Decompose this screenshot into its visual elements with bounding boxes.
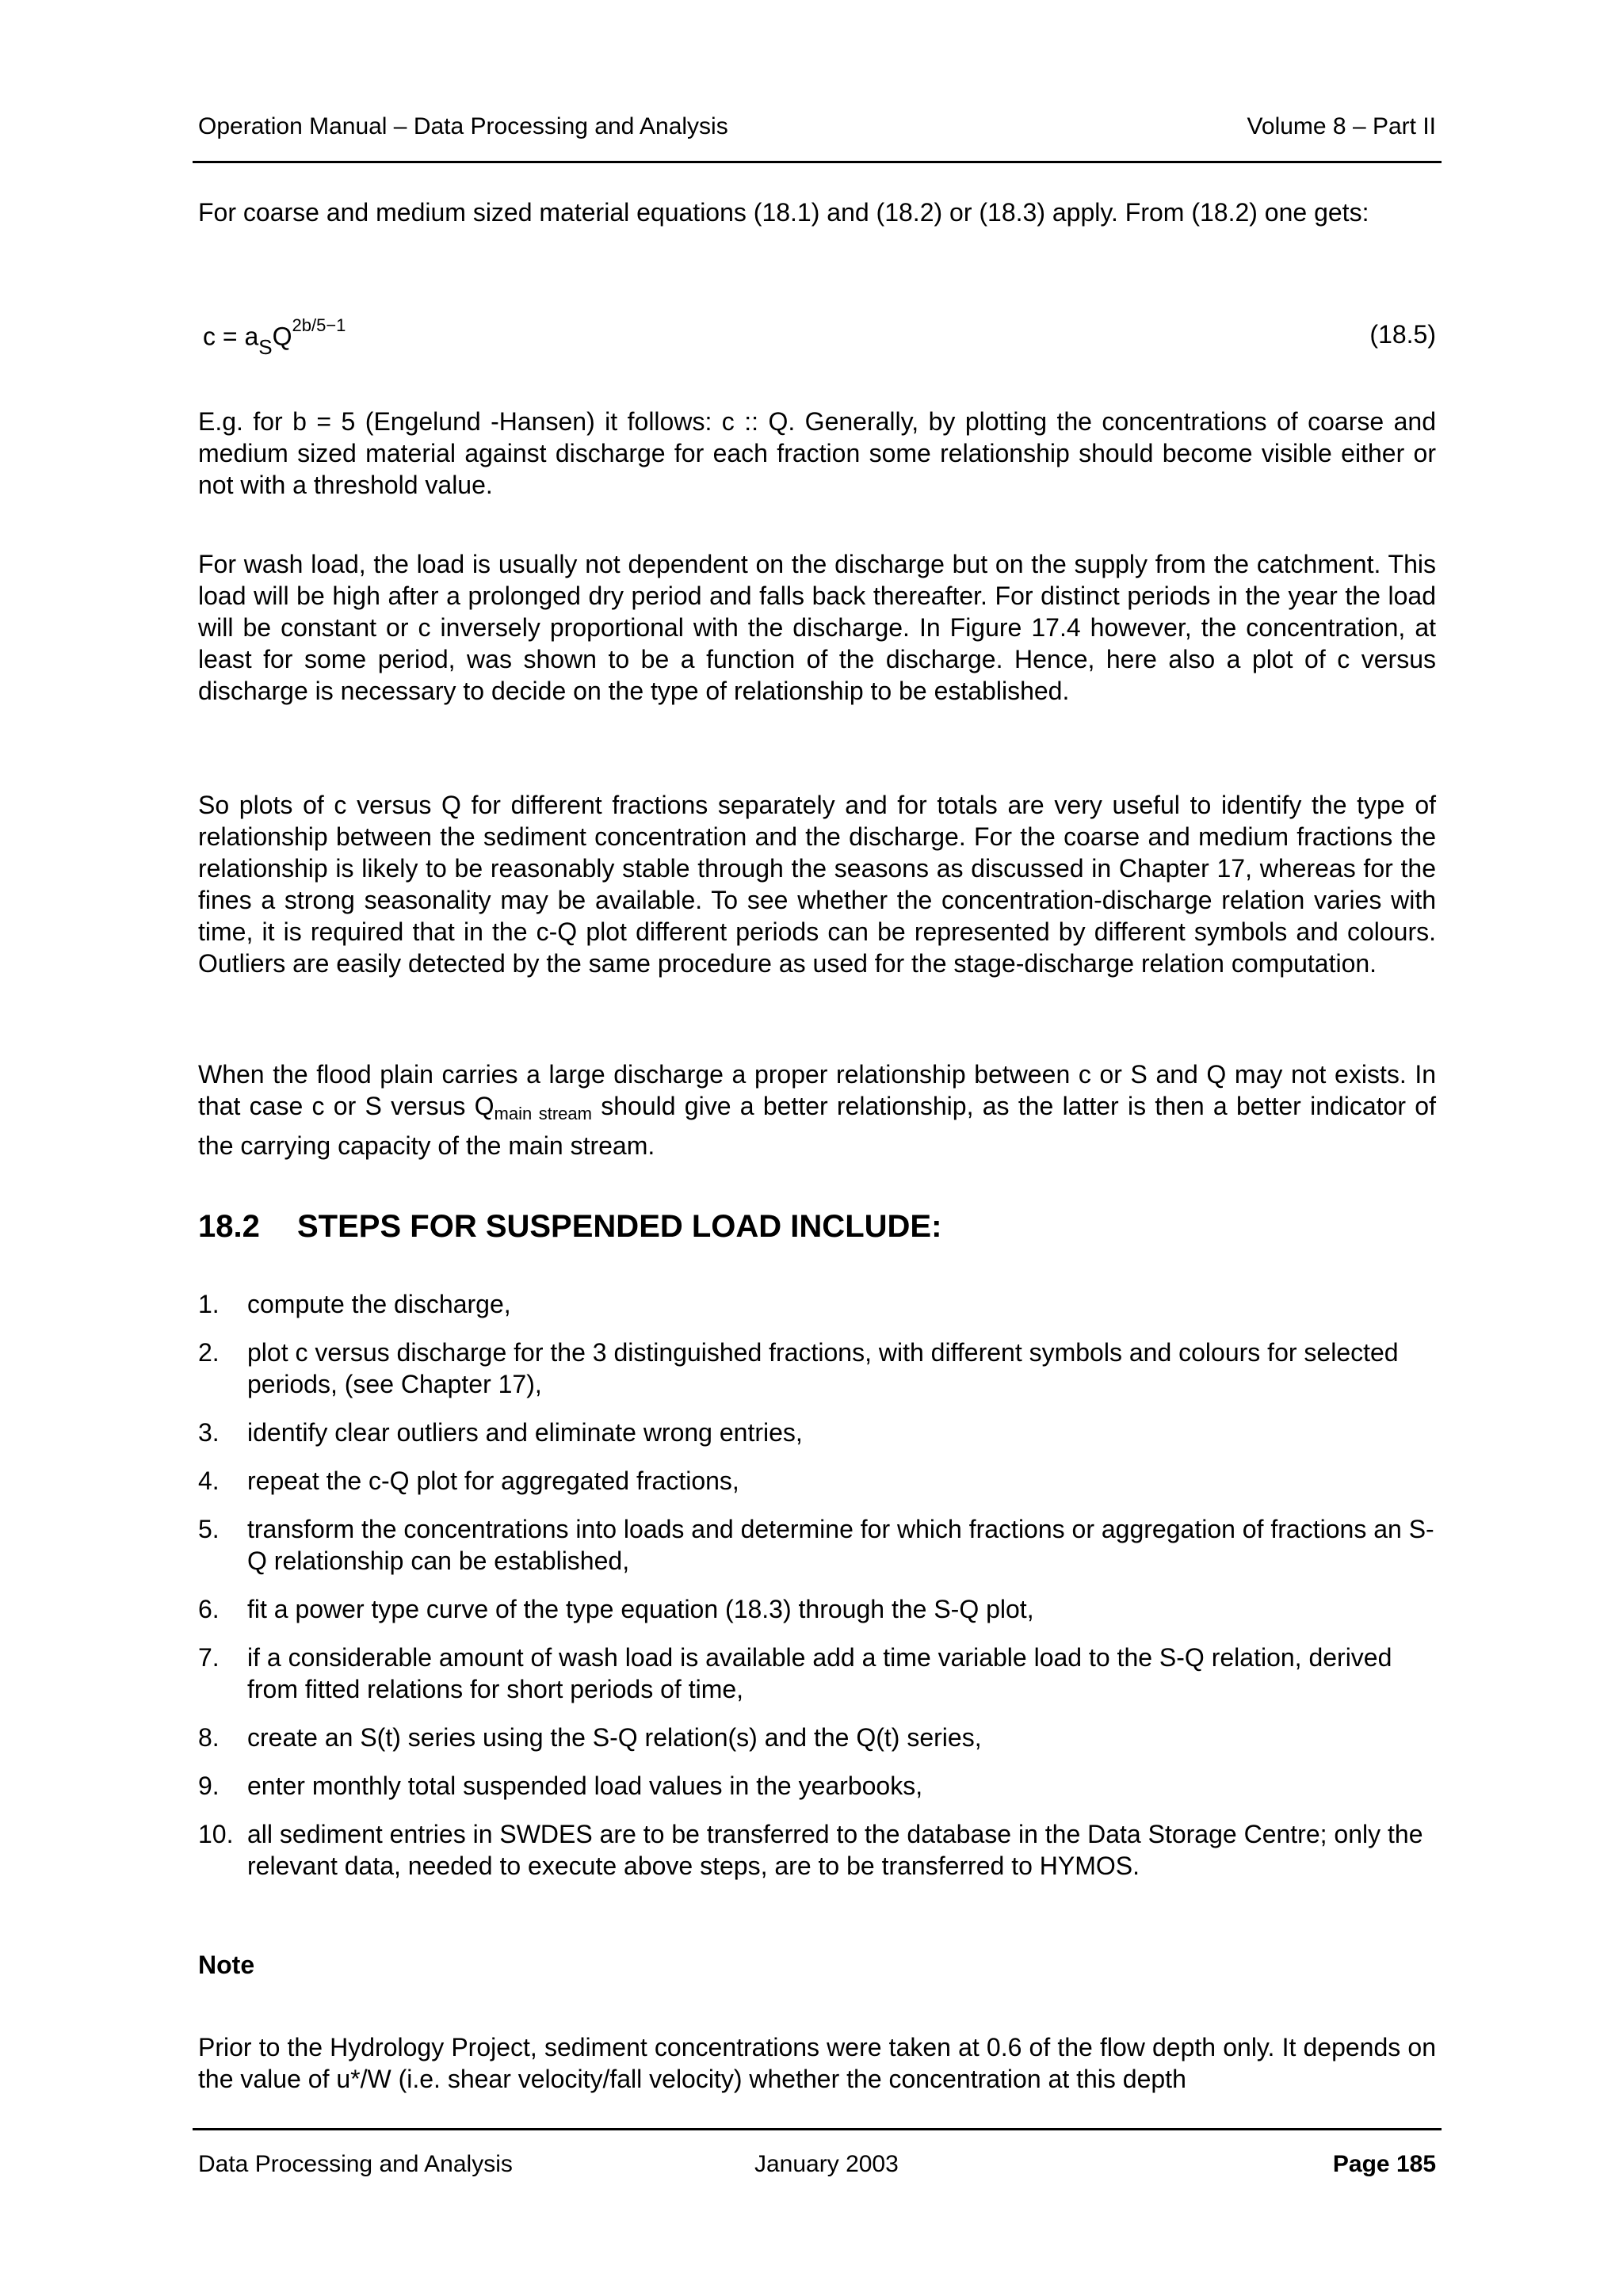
paragraph-engelund-hansen: E.g. for b = 5 (Engelund -Hansen) it follows: c :: Q. Generally, by plotting the concentrations of coarse and medium sized material against discharge for each fraction some relationship should become visible either or not with a threshold value.: [198, 407, 1436, 499]
list-item: 10. all sediment entries in SWDES are to be transferred to the database in the Data Storage Centre; only the relevant data, needed to execute above steps, are to be transferred to HYMOS.: [198, 1820, 1423, 1880]
equation-expression: $c = a_SQ^{2b/5-1}$: [203, 315, 346, 360]
header-title: Operation Manual – Data Processing and Analysis: [198, 113, 728, 139]
footer-rule: [193, 2128, 1442, 2130]
list-item: 5. transform the concentrations into loads and determine for which fractions or aggregation of fractions an S-Q relationship can be established,: [198, 1515, 1434, 1575]
section-number: 18.2: [198, 1209, 260, 1244]
equation-18-5: [203, 311, 1436, 358]
list-item: 2. plot c versus discharge for the 3 distinguished fractions, with different symbols and colours for selected periods, (see Chapter 17),: [198, 1338, 1399, 1398]
paragraph-cq-plots: So plots of c versus Q for different fractions separately and for totals are very useful to identify the type of relationship between the sediment concentration and the discharge. For the coarse and medium fractions the relationship is likely to be reasonably stable through the seasons as discussed in Chapter 17, whereas for the fines a strong seasonality may be available. To see whether the concentration-discharge relation varies with time, it is required that in the c-Q plot different periods can be represented by different symbols and colours. Outliers are easily detected by the same procedure as used for the stage-discharge relation computation.: [198, 791, 1436, 978]
list-item: 6. fit a power type curve of the type equation (18.3) through the S-Q plot,: [198, 1595, 1034, 1623]
header-volume: Volume 8 – Part II: [1247, 113, 1436, 139]
page-number: Page 185: [1332, 2151, 1436, 2177]
paragraph-wash-load: For wash load, the load is usually not dependent on the discharge but on the supply from the catchment. This load will be high after a prolonged dry period and falls back thereafter. For distinct periods in the year the load will be constant or c inversely proportional with the discharge. In Figure 17.4 however, the concentration, at least for some period, was shown to be a function of the discharge. Hence, here also a plot of c versus discharge is necessary to decide on the type of relationship to be established.: [198, 550, 1436, 705]
list-item: 4. repeat the c-Q plot for aggregated fractions,: [198, 1466, 739, 1495]
steps-list: [198, 1288, 1436, 1898]
list-item: 3. identify clear outliers and eliminate wrong entries,: [198, 1418, 803, 1447]
note-heading: Note: [198, 1951, 255, 1979]
paragraph-note: Prior to the Hydrology Project, sediment concentrations were taken at 0.6 of the flow depth only. It depends on the value of u*/W (i.e. shear velocity/fall velocity) whether the concentration at this depth: [198, 2033, 1436, 2093]
footer-title: Data Processing and Analysis: [198, 2151, 513, 2177]
list-item: 7. if a considerable amount of wash load is available add a time variable load to the S-Q relation, derived from fitted relations for short periods of time,: [198, 1643, 1392, 1703]
list-item: 9. enter monthly total suspended load values in the yearbooks,: [198, 1772, 923, 1800]
footer-date: January 2003: [754, 2151, 899, 2177]
equation-number: (18.5): [1369, 320, 1436, 349]
section-heading: [198, 1204, 941, 1249]
list-item: 8. create an S(t) series using the S-Q relation(s) and the Q(t) series,: [198, 1723, 982, 1752]
header-rule: [193, 161, 1442, 163]
section-title: STEPS FOR SUSPENDED LOAD INCLUDE:: [297, 1209, 942, 1244]
paragraph-intro: For coarse and medium sized material equations (18.1) and (18.2) or (18.3) apply. From (18.2) one gets:: [198, 198, 1369, 227]
paragraph-flood-plain: When the flood plain carries a large discharge a proper relationship between c or S and Q may not exists. In that case c or S versus Qmain stream should give a better relationship, as the latter is then a better indicator of the carrying capacity of the main stream.: [198, 1060, 1436, 1160]
list-item: 1. compute the discharge,: [198, 1290, 511, 1318]
